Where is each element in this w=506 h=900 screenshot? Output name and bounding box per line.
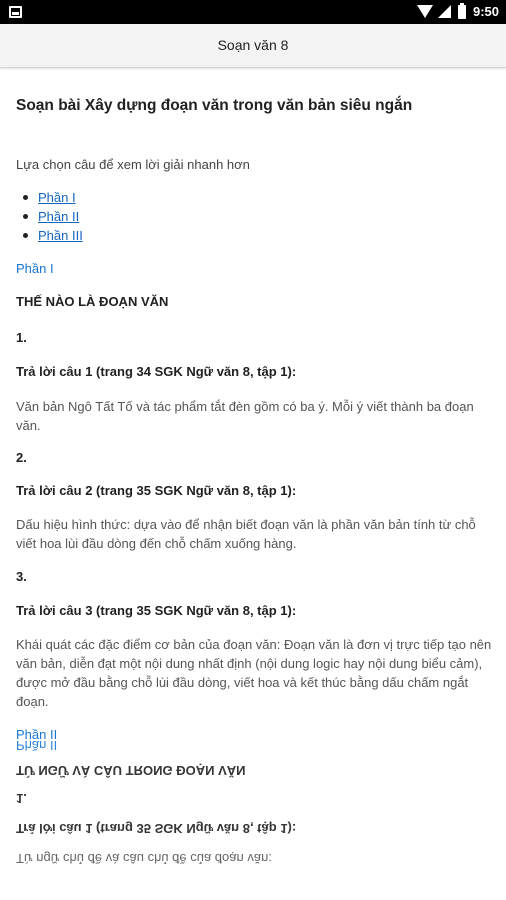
toc-item <box>38 207 83 226</box>
toc-item <box>38 188 83 207</box>
signal-icon <box>438 5 451 18</box>
notification-icon <box>9 6 22 18</box>
toc-item <box>38 226 83 245</box>
article-intro: Lựa chọn câu để xem lời giải nhanh hơn <box>16 157 250 172</box>
question-number: 2. <box>16 450 27 465</box>
section-link-part-2[interactable]: Phần II <box>16 727 58 742</box>
question-title: Trả lời câu 2 (trang 35 SGK Ngữ văn 8, tập 1): <box>16 483 297 498</box>
question-title: Trả lời câu 1 (trang 35 SGK Ngữ văn 8, tập 1): <box>16 821 297 836</box>
overscroll-reflection <box>0 738 506 866</box>
section-link-part-2: Phần II <box>16 738 58 753</box>
answer-paragraph: Văn bản Ngô Tất Tố và tác phẩm tắt đèn gồm có ba ý. Mỗi ý viết thành ba đoạn văn. <box>16 399 474 433</box>
section-heading: TỪ NGỮ VÀ CÂU TRONG ĐOẠN VĂN <box>16 763 246 778</box>
status-time: 9:50 <box>473 4 500 19</box>
answer-paragraph: Khái quát các đặc điểm cơ bản của đoạn văn: Đoạn văn là đơn vị trực tiếp tạo nên văn bản, diễn đạt một nội dung nhất định (nội dung logic hay nội dung biểu cảm), được mở đầu bằng chỗ lùi đầu dòng, viết hoa và kết thúc bằng dấu chấm ngắt đoạn. <box>16 637 492 709</box>
toc-link-part-1[interactable]: Phần I <box>38 190 76 205</box>
app-bar-title: Soạn văn 8 <box>217 37 289 53</box>
section-link-part-1[interactable]: Phần I <box>16 261 54 276</box>
article-title: Soạn bài Xây dựng đoạn văn trong văn bản siêu ngắn <box>16 97 413 114</box>
answer-paragraph: Dấu hiệu hình thức: dựa vào để nhận biết đoạn văn là phần văn bản tính từ chỗ viết hoa lùi đầu dòng đến chỗ chấm xuống hàng. <box>16 517 476 551</box>
question-title: Trả lời câu 3 (trang 35 SGK Ngữ văn 8, tập 1): <box>16 603 297 618</box>
question-title: Trả lời câu 1 (trang 34 SGK Ngữ văn 8, tập 1): <box>16 364 297 379</box>
battery-icon <box>458 5 466 19</box>
question-number: 3. <box>16 569 27 584</box>
status-bar <box>0 0 506 24</box>
toc-link-part-2[interactable]: Phần II <box>38 209 80 224</box>
toc-link-part-3[interactable]: Phần III <box>38 228 83 243</box>
app-bar <box>0 24 506 68</box>
section-heading: THẾ NÀO LÀ ĐOẠN VĂN <box>16 294 169 309</box>
question-number: 1. <box>16 330 27 345</box>
article-content[interactable] <box>0 69 506 900</box>
question-number: 1. <box>16 791 27 806</box>
answer-paragraph: Từ ngữ chủ đề và câu chủ đề của đoạn văn: <box>16 851 272 866</box>
table-of-contents <box>38 188 83 245</box>
wifi-icon <box>417 5 433 18</box>
